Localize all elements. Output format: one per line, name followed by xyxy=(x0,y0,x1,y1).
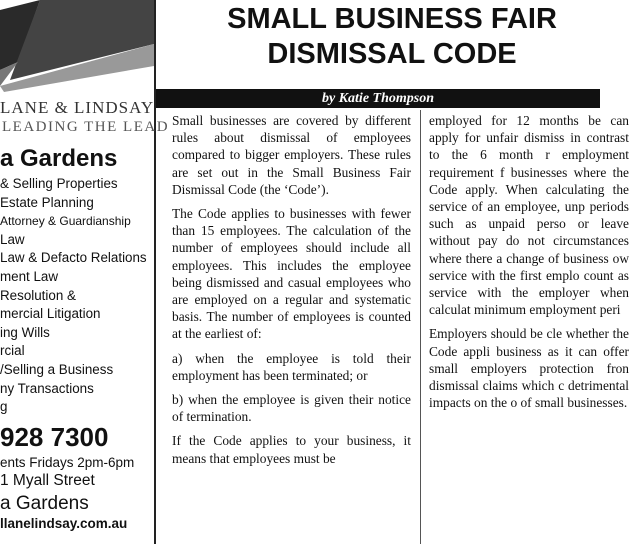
street-address: 1 Myall Street xyxy=(0,472,95,489)
article-column-1 xyxy=(172,112,411,474)
service-item: & Selling Properties xyxy=(0,176,118,191)
service-item: rcial xyxy=(0,343,25,359)
website-link[interactable]: llanelindsay.com.au xyxy=(0,516,128,531)
headline-line: DISMISSAL CODE xyxy=(267,38,517,70)
service-item: Attorney & Guardianship xyxy=(0,214,131,229)
firm-tagline: LEADING THE LEAD xyxy=(2,119,170,135)
service-item: /Selling a Business xyxy=(0,361,114,377)
services-list xyxy=(0,175,147,417)
service-item: Law & Defacto Relations xyxy=(0,250,147,266)
service-item: Law xyxy=(0,231,25,247)
byline: by Katie Thompson xyxy=(321,91,434,106)
paragraph: a) when the employee is told their employment has been terminated; or xyxy=(172,350,411,383)
firm-logo xyxy=(0,0,154,98)
appointment-hours: ents Fridays 2pm-6pm xyxy=(0,455,135,470)
paragraph: b) when the employee is given their notice of termination. xyxy=(172,392,411,425)
office-title: a Gardens xyxy=(0,145,118,172)
phone-number: 928 7300 xyxy=(0,422,109,452)
law-firm-advertisement xyxy=(0,0,170,544)
byline-bar xyxy=(156,89,600,108)
paragraph: If the Code applies to your business, it means that employees must be xyxy=(172,433,411,466)
paragraph: The Code applies to businesses with fewer than 15 employees. The calculation of the number of employees should include all employees. This includes the employee being dismissed and casual employees who are employed on a regular and systematic basis. The number of employees is counted at the earliest of: xyxy=(172,206,411,342)
suburb: a Gardens xyxy=(0,493,89,514)
service-item: Resolution & xyxy=(0,287,76,303)
paragraph: employed for 12 months be can apply for unfair dismiss in contrast to the 6 month r employment requirement f businesses where the Code apply. When calculating the service of an employee, unp periods such as unpaid perso or leave without pay do not circumstances where there a change of business ow service with the first emplo count as service with the employer when calculat minimum employment peri xyxy=(429,113,629,318)
service-item: Estate Planning xyxy=(0,194,94,210)
headline-line: SMALL BUSINESS FAIR xyxy=(227,3,557,35)
article-headline xyxy=(172,2,612,72)
paragraph: Small businesses are covered by different rules about dismissal of employees compared to bigger employers. These rules are set out in the Small Business Fair Dismissal Code (the ‘Code’). xyxy=(172,113,411,197)
service-item: ment Law xyxy=(0,268,59,284)
service-item: g xyxy=(0,399,8,415)
service-item: ing Wills xyxy=(0,324,50,340)
column-divider xyxy=(420,110,421,544)
firm-name: LANE & LINDSAY xyxy=(0,98,155,117)
service-item: ny Transactions xyxy=(0,380,94,396)
service-item: mercial Litigation xyxy=(0,306,101,322)
paragraph: Employers should be cle whether the Code appli business as it can offer small employers protection fron dismissal claims which c detrimental impacts on the o of small businesses. xyxy=(429,326,629,411)
article-column-2 xyxy=(429,112,629,418)
